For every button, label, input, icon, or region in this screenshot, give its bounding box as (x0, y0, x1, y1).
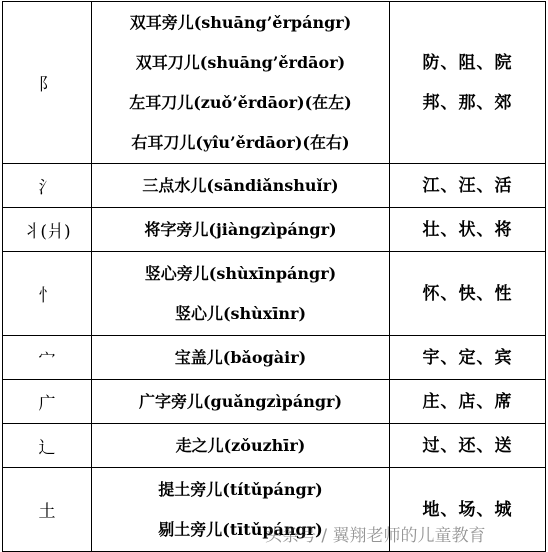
table-row (3, 252, 546, 336)
example-chars: 防、阻、院 (422, 52, 513, 73)
radical-name: 双耳旁儿(shuāng’ěrpángr) (129, 12, 352, 32)
example-chars: 江、汪、活 (422, 175, 513, 196)
radical-cell: 忄 (3, 252, 92, 336)
watermark-text: 头条号 / 翼翔老师的儿童教育 (265, 526, 486, 546)
names-cell (92, 336, 390, 380)
example-chars: 庄、店、席 (422, 391, 513, 412)
radical-name: 竖心旁儿(shùxīnpángr) (144, 263, 337, 283)
names-cell (92, 252, 390, 336)
table-row (3, 208, 546, 252)
example-chars: 过、还、送 (422, 435, 513, 456)
radical-name: 广字旁儿(guǎngzìpángr) (138, 391, 343, 411)
radical-name: 竖心儿(shùxīnr) (174, 303, 307, 323)
radical-cell: 氵 (3, 164, 92, 208)
names-cell (92, 2, 390, 164)
radical-name: 提土旁儿(títǔpángr) (158, 479, 323, 499)
example-chars: 壮、状、将 (422, 219, 513, 240)
table-row (3, 424, 546, 468)
table-row (3, 380, 546, 424)
radical-name: 双耳刀儿(shuāng’ěrdāor) (135, 52, 346, 72)
names-cell (92, 424, 390, 468)
radical-cell: 辶 (3, 424, 92, 468)
examples-cell (390, 2, 546, 164)
table-row (3, 164, 546, 208)
examples-cell (390, 164, 546, 208)
examples-cell (390, 336, 546, 380)
example-chars: 宇、定、宾 (422, 347, 513, 368)
table-row (3, 336, 546, 380)
radical-cell: 宀 (3, 336, 92, 380)
radical-name: 走之儿(zǒuzhīr) (175, 435, 306, 455)
radical-cell: 丬(爿) (3, 208, 92, 252)
radical-cell: 土 (3, 468, 92, 552)
names-cell (92, 380, 390, 424)
radical-name: 三点水儿(sāndiǎnshuǐr) (142, 175, 339, 195)
examples-cell (390, 424, 546, 468)
table-row (3, 2, 546, 164)
radical-name: 左耳刀儿(zuǒ’ěrdāor)(在左) (129, 92, 352, 112)
radical-name: 将字旁儿(jiàngzìpángr) (144, 219, 337, 239)
examples-cell (390, 252, 546, 336)
radical-table (2, 1, 546, 552)
example-chars: 地、场、城 (422, 499, 513, 520)
radical-cell: 广 (3, 380, 92, 424)
radical-cell: 阝 (3, 2, 92, 164)
radical-name: 右耳刀儿(yîu’ěrdāor)(在右) (131, 132, 350, 152)
examples-cell (390, 380, 546, 424)
names-cell (92, 164, 390, 208)
examples-cell (390, 208, 546, 252)
radical-name: 剔土旁儿(tītǔpángr) (158, 519, 323, 539)
radical-name: 宝盖儿(bǎogàir) (174, 347, 307, 367)
example-chars: 怀、快、性 (422, 283, 513, 304)
names-cell (92, 208, 390, 252)
example-chars: 邦、那、郊 (422, 92, 513, 113)
